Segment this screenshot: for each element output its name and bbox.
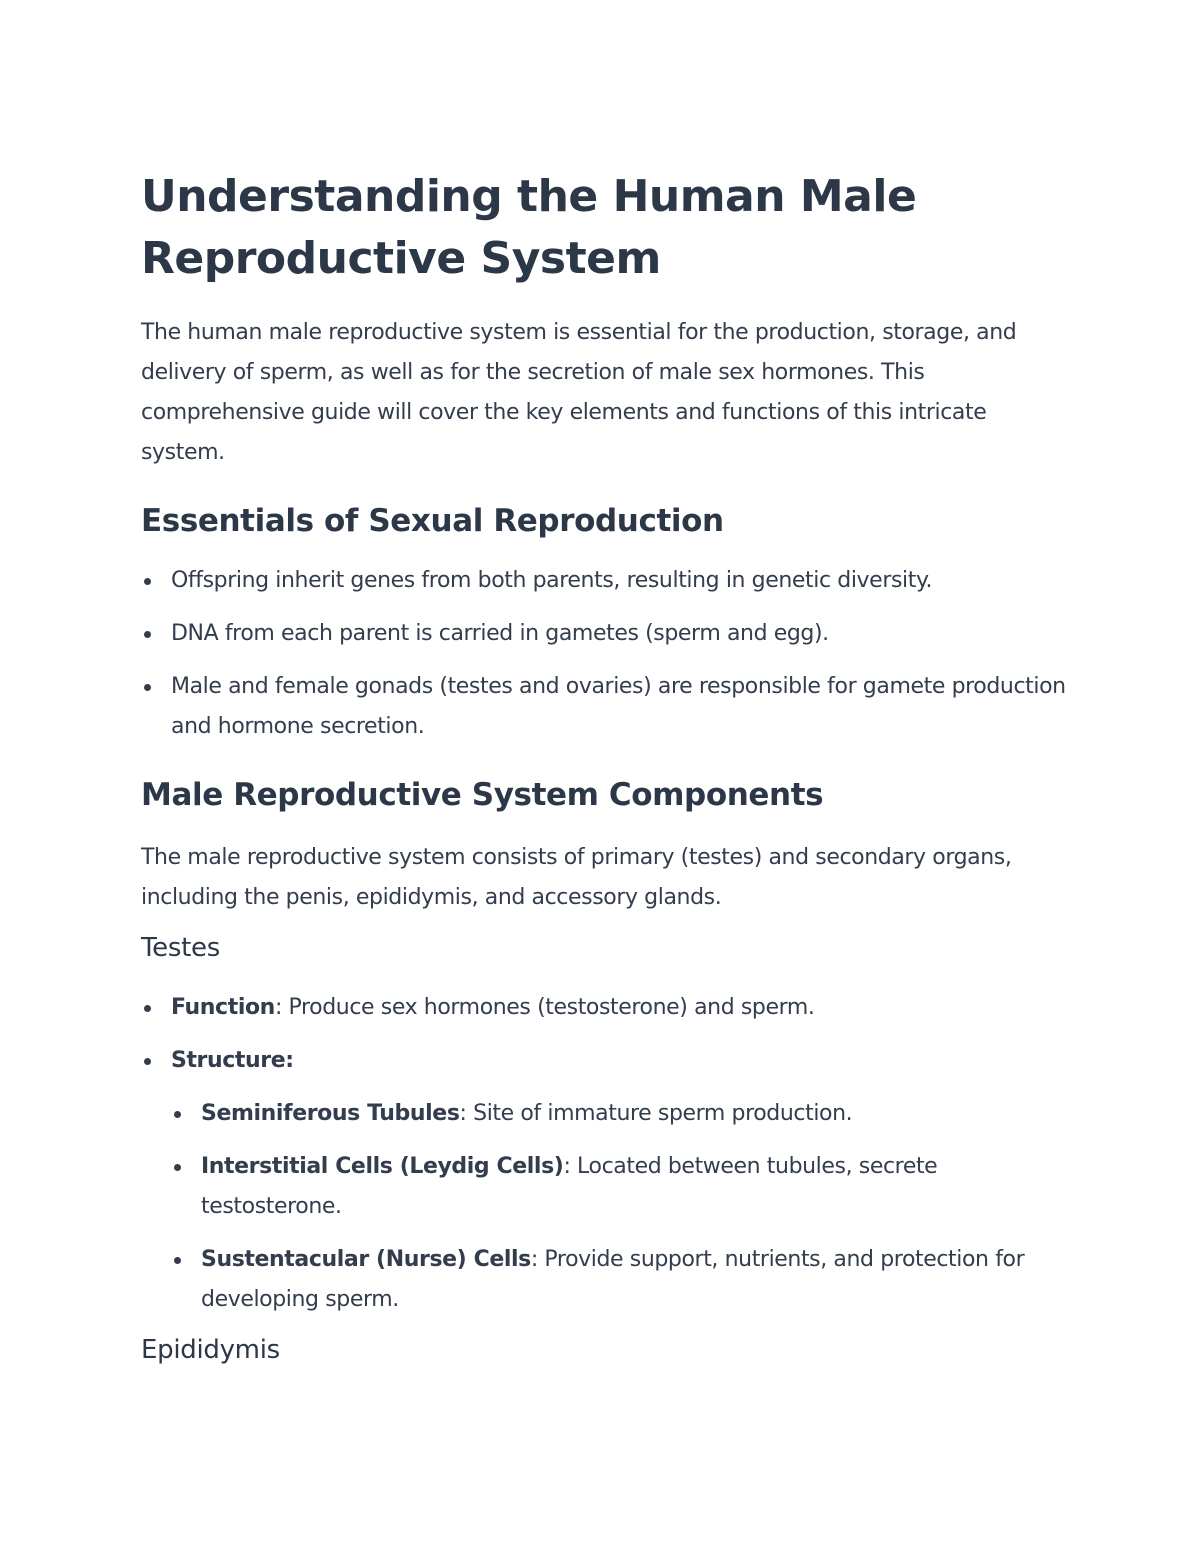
term-description: : <box>285 1048 294 1073</box>
section-heading-essentials: Essentials of Sexual Reproduction <box>141 503 724 539</box>
page-title: Understanding the Human Male Reproductive System <box>141 171 917 284</box>
term-label: Function <box>171 995 275 1020</box>
bullet-icon <box>174 1257 181 1264</box>
term-description: : Located between tubules, secrete testosterone. <box>201 1154 938 1219</box>
list-item-text: Offspring inherit genes from both parents, resulting in genetic diversity. <box>171 568 933 593</box>
list-item <box>141 614 1071 654</box>
bullet-icon <box>144 1058 151 1065</box>
term-label: Seminiferous Tubules <box>201 1101 460 1126</box>
sublist-item <box>171 1147 1071 1227</box>
sublist-item <box>171 1240 1071 1320</box>
essentials-list <box>141 561 1071 747</box>
list-item-text: DNA from each parent is carried in gametes (sperm and egg). <box>171 621 829 646</box>
list-item <box>141 561 1071 601</box>
document-content <box>141 166 1071 1370</box>
term-description: : Site of immature sperm production. <box>459 1101 853 1126</box>
structure-sublist <box>171 1094 1071 1320</box>
subsection-heading-testes: Testes <box>141 933 220 963</box>
term-description: : Provide support, nutrients, and protection for developing sperm. <box>201 1247 1025 1312</box>
bullet-icon <box>144 631 151 638</box>
testes-list <box>141 988 1071 1320</box>
sublist-item <box>171 1094 1071 1134</box>
term-label: Interstitial Cells (Leydig Cells) <box>201 1154 564 1179</box>
term-label: Sustentacular (Nurse) Cells <box>201 1247 531 1272</box>
intro-paragraph: The human male reproductive system is essential for the production, storage, and delivery of sperm, as well as for the secretion of male sex hormones. This comprehensive guide will cover the key elements and functions of this intricate system. <box>141 320 1017 465</box>
list-item <box>141 1041 1071 1320</box>
subsection-heading-epididymis: Epididymis <box>141 1335 280 1365</box>
list-item-text: Male and female gonads (testes and ovaries) are responsible for gamete production and hormone secretion. <box>171 674 1066 739</box>
bullet-icon <box>174 1111 181 1118</box>
term-description: : Produce sex hormones (testosterone) and sperm. <box>274 995 815 1020</box>
bullet-icon <box>144 1005 151 1012</box>
list-item <box>141 667 1071 747</box>
bullet-icon <box>144 578 151 585</box>
term-label: Structure <box>171 1048 286 1073</box>
bullet-icon <box>144 684 151 691</box>
components-intro-paragraph: The male reproductive system consists of primary (testes) and secondary organs, including the penis, epididymis, and accessory glands. <box>141 845 1012 910</box>
section-heading-components: Male Reproductive System Components <box>141 777 824 813</box>
list-item <box>141 988 1071 1028</box>
bullet-icon <box>174 1164 181 1171</box>
